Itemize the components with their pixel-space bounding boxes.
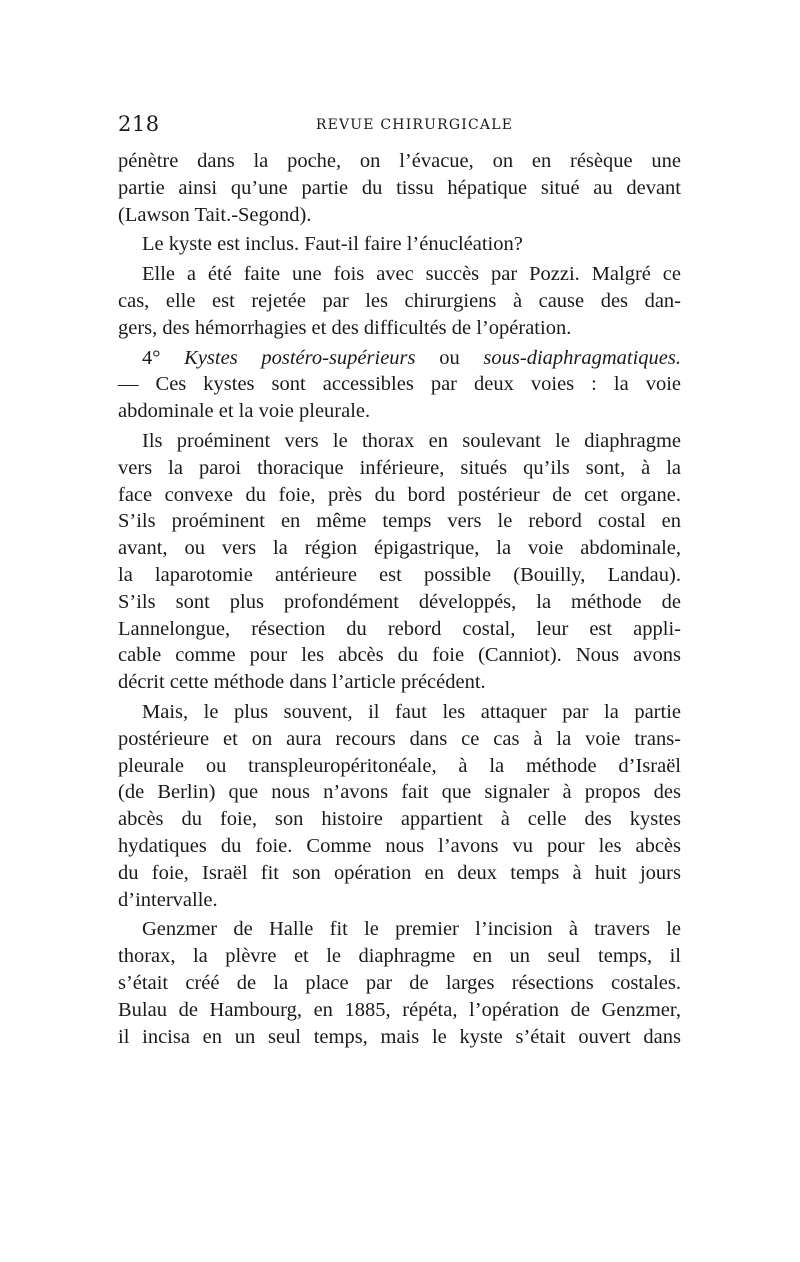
paragraph bbox=[118, 642, 681, 669]
paragraph bbox=[118, 699, 681, 726]
section-title: Kystes postéro-supérieurs bbox=[184, 346, 416, 369]
paragraph bbox=[118, 916, 681, 943]
running-title: REVUE CHIRURGICALE bbox=[315, 117, 514, 133]
paragraph bbox=[118, 231, 681, 258]
paragraph bbox=[118, 726, 681, 753]
paragraph bbox=[118, 860, 681, 887]
text-line: (Lawson Tait.-Segond). bbox=[118, 203, 312, 226]
text-line: pleurale ou transpleuropéritonéale, à la méthode d’Israël bbox=[118, 754, 681, 777]
text-line: avant, ou vers la région épigastrique, la voie abdominale, bbox=[118, 537, 681, 560]
text-line: S’ils sont plus profondément développés, la méthode de bbox=[118, 590, 681, 613]
paragraph bbox=[118, 943, 681, 970]
paragraph bbox=[118, 455, 681, 482]
text-line: (de Berlin) que nous n’avons fait que signaler à propos des bbox=[118, 781, 681, 804]
paragraph bbox=[118, 148, 681, 175]
paragraph bbox=[118, 202, 681, 229]
body-text bbox=[118, 148, 681, 1053]
paragraph bbox=[118, 779, 681, 806]
text-line: abcès du foie, son histoire appartient à celle des kystes bbox=[118, 808, 681, 831]
text-line: vers la paroi thoracique inférieure, situés qu’ils sont, à la bbox=[118, 456, 681, 479]
paragraph bbox=[118, 589, 681, 616]
paragraph bbox=[118, 175, 681, 202]
text-line: abdominale et la voie pleurale. bbox=[118, 400, 371, 423]
text-line: S’ils proéminent en même temps vers le rebord costal en bbox=[118, 510, 681, 533]
page-header bbox=[118, 112, 681, 142]
text-line: face convexe du foie, près du bord postérieur de cet organe. bbox=[118, 483, 681, 506]
text-line: Elle a été faite une fois avec succès par Pozzi. Malgré ce bbox=[142, 263, 681, 286]
text-line: cas, elle est rejetée par les chirurgiens à cause des dan- bbox=[118, 289, 681, 312]
text-line: la laparotomie antérieure est possible (Bouilly, Landau). bbox=[118, 563, 681, 586]
paragraph bbox=[118, 1024, 681, 1051]
paragraph bbox=[118, 508, 681, 535]
paragraph bbox=[118, 428, 681, 455]
text-line: il incisa en un seul temps, mais le kyste s’était ouvert dans bbox=[118, 1025, 681, 1048]
section-heading bbox=[118, 345, 681, 372]
paragraph bbox=[118, 887, 681, 914]
section-alt-title: sous-diaphragmatiques. bbox=[483, 346, 682, 369]
paragraph bbox=[118, 288, 681, 315]
paragraph bbox=[118, 669, 681, 696]
text-line: cable comme pour les abcès du foie (Canniot). Nous avons bbox=[118, 644, 681, 667]
paragraph bbox=[118, 482, 681, 509]
text-line: Mais, le plus souvent, il faut les attaquer par la partie bbox=[142, 700, 681, 723]
text-line: hydatiques du foie. Comme nous l’avons vu pour les abcès bbox=[118, 834, 681, 857]
paragraph bbox=[118, 315, 681, 342]
paragraph bbox=[118, 398, 681, 425]
paragraph bbox=[118, 970, 681, 997]
text-line: Ils proéminent vers le thorax en soulevant le diaphragme bbox=[142, 429, 681, 452]
paragraph bbox=[118, 261, 681, 288]
text-line: Bulau de Hambourg, en 1885, répéta, l’opération de Genzmer, bbox=[118, 998, 681, 1021]
text-line: du foie, Israël fit son opération en deux temps à huit jours bbox=[118, 861, 681, 884]
paragraph bbox=[118, 371, 681, 398]
paragraph bbox=[118, 616, 681, 643]
paragraph bbox=[118, 562, 681, 589]
text-line: Genzmer de Halle fit le premier l’incision à travers le bbox=[142, 918, 681, 941]
paragraph bbox=[118, 753, 681, 780]
text-line: pénètre dans la poche, on l’évacue, on en résèque une bbox=[118, 150, 681, 172]
text-line: décrit cette méthode dans l’article précédent. bbox=[118, 671, 486, 694]
text-line: d’intervalle. bbox=[118, 888, 218, 911]
paragraph bbox=[118, 535, 681, 562]
section-connector: ou bbox=[439, 346, 460, 369]
text-line: partie ainsi qu’une partie du tissu hépatique situé au devant bbox=[118, 176, 681, 199]
text-line: postérieure et on aura recours dans ce cas à la voie trans- bbox=[118, 727, 681, 750]
text-line: thorax, la plèvre et le diaphragme en un seul temps, il bbox=[118, 945, 681, 968]
paragraph bbox=[118, 997, 681, 1024]
text-line: gers, des hémorrhagies et des difficultés de l’opération. bbox=[118, 316, 572, 339]
paragraph bbox=[118, 833, 681, 860]
section-number: 4° bbox=[142, 346, 161, 369]
page-number: 218 bbox=[118, 112, 160, 136]
text-line: s’était créé de la place par de larges résections costales. bbox=[118, 971, 681, 994]
text-line: — Ces kystes sont accessibles par deux voies : la voie bbox=[118, 373, 681, 396]
paragraph bbox=[118, 806, 681, 833]
text-line: Lannelongue, résection du rebord costal, leur est appli- bbox=[118, 617, 681, 640]
text-line: Le kyste est inclus. Faut-il faire l’énucléation? bbox=[142, 233, 523, 256]
